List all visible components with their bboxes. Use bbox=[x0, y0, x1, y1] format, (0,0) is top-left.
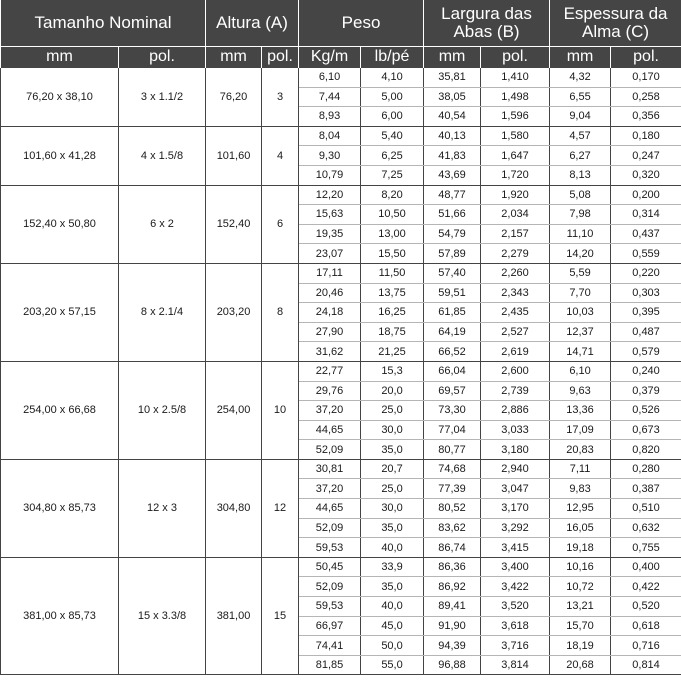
largura-mm-cell: 40,13 bbox=[424, 126, 481, 146]
units-row bbox=[1, 47, 681, 69]
peso-lbpe-cell: 25,0 bbox=[361, 401, 424, 421]
altura-mm-cell: 101,60 bbox=[206, 126, 262, 185]
espessura-mm-cell: 4,57 bbox=[550, 126, 611, 146]
peso-kgm-cell: 31,62 bbox=[299, 342, 361, 362]
largura-pol-cell: 2,739 bbox=[481, 381, 550, 401]
peso-lbpe-cell: 33,9 bbox=[361, 557, 424, 577]
nominal-pol-cell: 3 x 1.1/2 bbox=[119, 68, 206, 126]
peso-kgm-cell: 22,77 bbox=[299, 361, 361, 381]
peso-lbpe-cell: 30,0 bbox=[361, 420, 424, 440]
nominal-pol-cell: 12 x 3 bbox=[119, 459, 206, 557]
altura-mm-cell: 254,00 bbox=[206, 361, 262, 459]
largura-mm-cell: 51,66 bbox=[424, 205, 481, 225]
peso-kgm-cell: 7,44 bbox=[299, 87, 361, 107]
espessura-pol-cell: 0,280 bbox=[611, 459, 681, 479]
unit-header: pol. bbox=[481, 47, 550, 69]
altura-mm-cell: 203,20 bbox=[206, 263, 262, 361]
peso-lbpe-cell: 16,25 bbox=[361, 303, 424, 323]
peso-lbpe-cell: 21,25 bbox=[361, 342, 424, 362]
espessura-mm-cell: 10,72 bbox=[550, 577, 611, 597]
altura-mm-cell: 76,20 bbox=[206, 68, 262, 126]
largura-pol-cell: 1,720 bbox=[481, 165, 550, 185]
nominal-mm-cell: 76,20 x 38,10 bbox=[1, 68, 119, 126]
largura-mm-cell: 61,85 bbox=[424, 303, 481, 323]
table-row bbox=[1, 126, 681, 146]
peso-kgm-cell: 37,20 bbox=[299, 401, 361, 421]
unit-header: pol. bbox=[262, 47, 299, 69]
unit-header: pol. bbox=[611, 47, 681, 69]
largura-pol-cell: 2,157 bbox=[481, 224, 550, 244]
espessura-mm-cell: 20,68 bbox=[550, 655, 611, 675]
largura-mm-cell: 96,88 bbox=[424, 655, 481, 675]
peso-kgm-cell: 50,45 bbox=[299, 557, 361, 577]
altura-pol-cell: 6 bbox=[262, 185, 299, 263]
peso-kgm-cell: 17,11 bbox=[299, 263, 361, 283]
peso-kgm-cell: 74,41 bbox=[299, 636, 361, 656]
peso-lbpe-cell: 15,50 bbox=[361, 244, 424, 264]
largura-pol-cell: 2,034 bbox=[481, 205, 550, 225]
peso-lbpe-cell: 50,0 bbox=[361, 636, 424, 656]
largura-pol-cell: 3,047 bbox=[481, 479, 550, 499]
peso-lbpe-cell: 20,7 bbox=[361, 459, 424, 479]
espessura-mm-cell: 17,09 bbox=[550, 420, 611, 440]
espessura-pol-cell: 0,437 bbox=[611, 224, 681, 244]
espessura-mm-cell: 20,83 bbox=[550, 440, 611, 460]
nominal-mm-cell: 152,40 x 50,80 bbox=[1, 185, 119, 263]
altura-pol-cell: 10 bbox=[262, 361, 299, 459]
nominal-pol-cell: 4 x 1.5/8 bbox=[119, 126, 206, 185]
nominal-pol-cell: 6 x 2 bbox=[119, 185, 206, 263]
peso-kgm-cell: 30,81 bbox=[299, 459, 361, 479]
peso-kgm-cell: 52,09 bbox=[299, 440, 361, 460]
espessura-pol-cell: 0,559 bbox=[611, 244, 681, 264]
peso-lbpe-cell: 40,0 bbox=[361, 597, 424, 617]
peso-lbpe-cell: 13,75 bbox=[361, 283, 424, 303]
espessura-mm-cell: 14,71 bbox=[550, 342, 611, 362]
espessura-pol-cell: 0,387 bbox=[611, 479, 681, 499]
altura-pol-cell: 12 bbox=[262, 459, 299, 557]
table-header bbox=[1, 0, 681, 68]
largura-mm-cell: 89,41 bbox=[424, 597, 481, 617]
altura-pol-cell: 3 bbox=[262, 68, 299, 126]
peso-lbpe-cell: 6,00 bbox=[361, 107, 424, 127]
peso-kgm-cell: 81,85 bbox=[299, 655, 361, 675]
altura-mm-cell: 152,40 bbox=[206, 185, 262, 263]
unit-header: mm bbox=[424, 47, 481, 69]
table-row bbox=[1, 263, 681, 283]
espessura-mm-cell: 5,08 bbox=[550, 185, 611, 205]
nominal-mm-cell: 254,00 x 66,68 bbox=[1, 361, 119, 459]
unit-header: pol. bbox=[119, 47, 206, 69]
altura-pol-cell: 8 bbox=[262, 263, 299, 361]
peso-kgm-cell: 29,76 bbox=[299, 381, 361, 401]
unit-header: Kg/m bbox=[299, 47, 361, 69]
peso-lbpe-cell: 35,0 bbox=[361, 440, 424, 460]
largura-mm-cell: 48,77 bbox=[424, 185, 481, 205]
unit-header: mm bbox=[1, 47, 119, 69]
largura-pol-cell: 1,498 bbox=[481, 87, 550, 107]
espessura-pol-cell: 0,618 bbox=[611, 616, 681, 636]
largura-pol-cell: 3,170 bbox=[481, 499, 550, 519]
espessura-pol-cell: 0,820 bbox=[611, 440, 681, 460]
espessura-pol-cell: 0,320 bbox=[611, 165, 681, 185]
header-espessura-alma: Espessura da Alma (C) bbox=[550, 0, 681, 47]
peso-lbpe-cell: 13,00 bbox=[361, 224, 424, 244]
espessura-pol-cell: 0,240 bbox=[611, 361, 681, 381]
largura-mm-cell: 57,40 bbox=[424, 263, 481, 283]
largura-mm-cell: 91,90 bbox=[424, 616, 481, 636]
largura-mm-cell: 41,83 bbox=[424, 146, 481, 166]
largura-pol-cell: 2,886 bbox=[481, 401, 550, 421]
peso-kgm-cell: 8,04 bbox=[299, 126, 361, 146]
largura-pol-cell: 3,400 bbox=[481, 557, 550, 577]
peso-kgm-cell: 37,20 bbox=[299, 479, 361, 499]
peso-lbpe-cell: 5,00 bbox=[361, 87, 424, 107]
espessura-pol-cell: 0,303 bbox=[611, 283, 681, 303]
largura-mm-cell: 80,77 bbox=[424, 440, 481, 460]
espessura-pol-cell: 0,814 bbox=[611, 655, 681, 675]
peso-lbpe-cell: 6,25 bbox=[361, 146, 424, 166]
peso-kgm-cell: 66,97 bbox=[299, 616, 361, 636]
largura-mm-cell: 73,30 bbox=[424, 401, 481, 421]
largura-mm-cell: 86,92 bbox=[424, 577, 481, 597]
largura-mm-cell: 38,05 bbox=[424, 87, 481, 107]
largura-pol-cell: 2,435 bbox=[481, 303, 550, 323]
peso-lbpe-cell: 55,0 bbox=[361, 655, 424, 675]
altura-pol-cell: 15 bbox=[262, 557, 299, 675]
peso-kgm-cell: 59,53 bbox=[299, 597, 361, 617]
peso-kgm-cell: 8,93 bbox=[299, 107, 361, 127]
espessura-pol-cell: 0,200 bbox=[611, 185, 681, 205]
peso-lbpe-cell: 10,50 bbox=[361, 205, 424, 225]
header-altura: Altura (A) bbox=[206, 0, 299, 47]
largura-mm-cell: 54,79 bbox=[424, 224, 481, 244]
peso-kgm-cell: 10,79 bbox=[299, 165, 361, 185]
peso-kgm-cell: 52,09 bbox=[299, 518, 361, 538]
largura-mm-cell: 83,62 bbox=[424, 518, 481, 538]
peso-lbpe-cell: 45,0 bbox=[361, 616, 424, 636]
largura-pol-cell: 2,260 bbox=[481, 263, 550, 283]
espessura-pol-cell: 0,258 bbox=[611, 87, 681, 107]
nominal-mm-cell: 203,20 x 57,15 bbox=[1, 263, 119, 361]
espessura-mm-cell: 10,16 bbox=[550, 557, 611, 577]
largura-pol-cell: 3,814 bbox=[481, 655, 550, 675]
espessura-pol-cell: 0,673 bbox=[611, 420, 681, 440]
largura-mm-cell: 69,57 bbox=[424, 381, 481, 401]
unit-header: mm bbox=[206, 47, 262, 69]
largura-mm-cell: 40,54 bbox=[424, 107, 481, 127]
espessura-pol-cell: 0,400 bbox=[611, 557, 681, 577]
largura-pol-cell: 3,618 bbox=[481, 616, 550, 636]
espessura-mm-cell: 7,70 bbox=[550, 283, 611, 303]
largura-mm-cell: 77,39 bbox=[424, 479, 481, 499]
largura-pol-cell: 3,716 bbox=[481, 636, 550, 656]
peso-lbpe-cell: 25,0 bbox=[361, 479, 424, 499]
nominal-pol-cell: 15 x 3.3/8 bbox=[119, 557, 206, 675]
espessura-mm-cell: 9,63 bbox=[550, 381, 611, 401]
espessura-pol-cell: 0,510 bbox=[611, 499, 681, 519]
espessura-pol-cell: 0,632 bbox=[611, 518, 681, 538]
largura-pol-cell: 1,596 bbox=[481, 107, 550, 127]
table-row bbox=[1, 557, 681, 577]
largura-pol-cell: 3,520 bbox=[481, 597, 550, 617]
espessura-pol-cell: 0,716 bbox=[611, 636, 681, 656]
espessura-mm-cell: 13,21 bbox=[550, 597, 611, 617]
espessura-mm-cell: 12,37 bbox=[550, 322, 611, 342]
espessura-mm-cell: 19,18 bbox=[550, 538, 611, 558]
table-body bbox=[1, 68, 681, 675]
altura-mm-cell: 381,00 bbox=[206, 557, 262, 675]
espessura-pol-cell: 0,579 bbox=[611, 342, 681, 362]
espessura-mm-cell: 6,10 bbox=[550, 361, 611, 381]
peso-kgm-cell: 52,09 bbox=[299, 577, 361, 597]
largura-pol-cell: 3,292 bbox=[481, 518, 550, 538]
espessura-pol-cell: 0,180 bbox=[611, 126, 681, 146]
nominal-mm-cell: 381,00 x 85,73 bbox=[1, 557, 119, 675]
espessura-mm-cell: 11,10 bbox=[550, 224, 611, 244]
table-row bbox=[1, 68, 681, 87]
largura-mm-cell: 35,81 bbox=[424, 68, 481, 87]
peso-lbpe-cell: 5,40 bbox=[361, 126, 424, 146]
peso-kgm-cell: 6,10 bbox=[299, 68, 361, 87]
peso-kgm-cell: 59,53 bbox=[299, 538, 361, 558]
table-row bbox=[1, 459, 681, 479]
espessura-pol-cell: 0,487 bbox=[611, 322, 681, 342]
espessura-pol-cell: 0,755 bbox=[611, 538, 681, 558]
espessura-pol-cell: 0,314 bbox=[611, 205, 681, 225]
espessura-pol-cell: 0,356 bbox=[611, 107, 681, 127]
espessura-mm-cell: 13,36 bbox=[550, 401, 611, 421]
espessura-pol-cell: 0,422 bbox=[611, 577, 681, 597]
espessura-pol-cell: 0,247 bbox=[611, 146, 681, 166]
largura-pol-cell: 2,343 bbox=[481, 283, 550, 303]
largura-pol-cell: 1,920 bbox=[481, 185, 550, 205]
espessura-mm-cell: 14,20 bbox=[550, 244, 611, 264]
largura-pol-cell: 2,619 bbox=[481, 342, 550, 362]
nominal-pol-cell: 10 x 2.5/8 bbox=[119, 361, 206, 459]
nominal-mm-cell: 101,60 x 41,28 bbox=[1, 126, 119, 185]
peso-lbpe-cell: 4,10 bbox=[361, 68, 424, 87]
peso-kgm-cell: 23,07 bbox=[299, 244, 361, 264]
largura-pol-cell: 2,279 bbox=[481, 244, 550, 264]
peso-lbpe-cell: 40,0 bbox=[361, 538, 424, 558]
peso-kgm-cell: 12,20 bbox=[299, 185, 361, 205]
peso-lbpe-cell: 18,75 bbox=[361, 322, 424, 342]
espessura-pol-cell: 0,170 bbox=[611, 68, 681, 87]
peso-lbpe-cell: 30,0 bbox=[361, 499, 424, 519]
unit-header: mm bbox=[550, 47, 611, 69]
espessura-pol-cell: 0,220 bbox=[611, 263, 681, 283]
largura-pol-cell: 2,600 bbox=[481, 361, 550, 381]
peso-lbpe-cell: 35,0 bbox=[361, 518, 424, 538]
peso-lbpe-cell: 7,25 bbox=[361, 165, 424, 185]
peso-kgm-cell: 44,65 bbox=[299, 499, 361, 519]
peso-kgm-cell: 9,30 bbox=[299, 146, 361, 166]
table-row bbox=[1, 185, 681, 205]
largura-mm-cell: 74,68 bbox=[424, 459, 481, 479]
largura-pol-cell: 2,527 bbox=[481, 322, 550, 342]
espessura-mm-cell: 10,03 bbox=[550, 303, 611, 323]
peso-lbpe-cell: 35,0 bbox=[361, 577, 424, 597]
espessura-mm-cell: 7,11 bbox=[550, 459, 611, 479]
largura-pol-cell: 3,033 bbox=[481, 420, 550, 440]
espessura-mm-cell: 16,05 bbox=[550, 518, 611, 538]
nominal-mm-cell: 304,80 x 85,73 bbox=[1, 459, 119, 557]
largura-pol-cell: 1,410 bbox=[481, 68, 550, 87]
espessura-mm-cell: 4,32 bbox=[550, 68, 611, 87]
largura-pol-cell: 3,415 bbox=[481, 538, 550, 558]
largura-mm-cell: 66,52 bbox=[424, 342, 481, 362]
largura-mm-cell: 57,89 bbox=[424, 244, 481, 264]
header-tamanho-nominal: Tamanho Nominal bbox=[1, 0, 206, 47]
largura-mm-cell: 80,52 bbox=[424, 499, 481, 519]
espessura-mm-cell: 6,27 bbox=[550, 146, 611, 166]
unit-header: lb/pé bbox=[361, 47, 424, 69]
espessura-mm-cell: 15,70 bbox=[550, 616, 611, 636]
largura-pol-cell: 3,422 bbox=[481, 577, 550, 597]
largura-pol-cell: 3,180 bbox=[481, 440, 550, 460]
peso-kgm-cell: 19,35 bbox=[299, 224, 361, 244]
largura-mm-cell: 64,19 bbox=[424, 322, 481, 342]
peso-kgm-cell: 44,65 bbox=[299, 420, 361, 440]
peso-kgm-cell: 27,90 bbox=[299, 322, 361, 342]
espessura-mm-cell: 6,55 bbox=[550, 87, 611, 107]
espessura-mm-cell: 7,98 bbox=[550, 205, 611, 225]
largura-pol-cell: 1,580 bbox=[481, 126, 550, 146]
header-largura-abas: Largura das Abas (B) bbox=[424, 0, 550, 47]
altura-mm-cell: 304,80 bbox=[206, 459, 262, 557]
largura-mm-cell: 86,36 bbox=[424, 557, 481, 577]
peso-lbpe-cell: 8,20 bbox=[361, 185, 424, 205]
espessura-pol-cell: 0,520 bbox=[611, 597, 681, 617]
peso-lbpe-cell: 20,0 bbox=[361, 381, 424, 401]
largura-pol-cell: 1,647 bbox=[481, 146, 550, 166]
largura-pol-cell: 2,940 bbox=[481, 459, 550, 479]
peso-lbpe-cell: 11,50 bbox=[361, 263, 424, 283]
peso-lbpe-cell: 15,3 bbox=[361, 361, 424, 381]
largura-mm-cell: 59,51 bbox=[424, 283, 481, 303]
peso-kgm-cell: 20,46 bbox=[299, 283, 361, 303]
peso-kgm-cell: 15,63 bbox=[299, 205, 361, 225]
largura-mm-cell: 66,04 bbox=[424, 361, 481, 381]
espessura-mm-cell: 5,59 bbox=[550, 263, 611, 283]
espessura-mm-cell: 12,95 bbox=[550, 499, 611, 519]
espessura-pol-cell: 0,526 bbox=[611, 401, 681, 421]
largura-mm-cell: 77,04 bbox=[424, 420, 481, 440]
espessura-mm-cell: 9,04 bbox=[550, 107, 611, 127]
largura-mm-cell: 94,39 bbox=[424, 636, 481, 656]
espessura-pol-cell: 0,395 bbox=[611, 303, 681, 323]
espessura-mm-cell: 18,19 bbox=[550, 636, 611, 656]
table-row bbox=[1, 361, 681, 381]
espessura-pol-cell: 0,379 bbox=[611, 381, 681, 401]
largura-mm-cell: 43,69 bbox=[424, 165, 481, 185]
largura-mm-cell: 86,74 bbox=[424, 538, 481, 558]
espessura-mm-cell: 8,13 bbox=[550, 165, 611, 185]
nominal-pol-cell: 8 x 2.1/4 bbox=[119, 263, 206, 361]
peso-kgm-cell: 24,18 bbox=[299, 303, 361, 323]
altura-pol-cell: 4 bbox=[262, 126, 299, 185]
header-peso: Peso bbox=[299, 0, 424, 47]
espessura-mm-cell: 9,83 bbox=[550, 479, 611, 499]
